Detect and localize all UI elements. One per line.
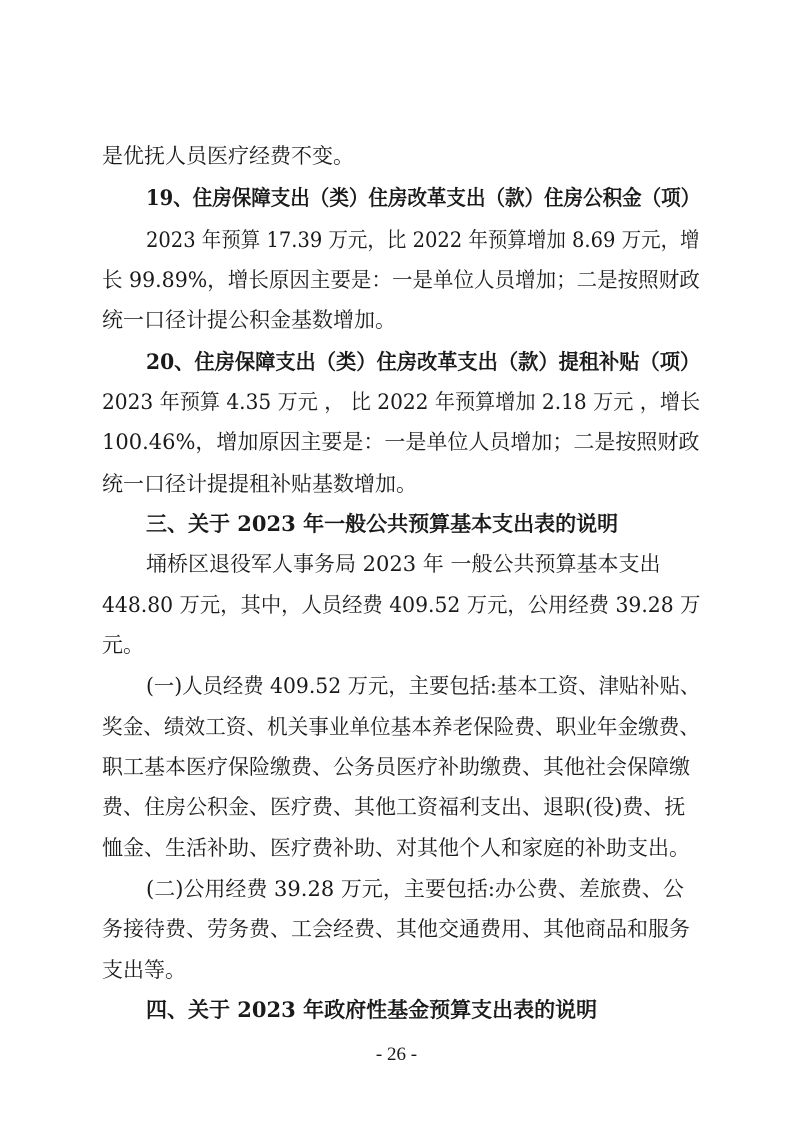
paragraph-line: 统一口径计提公积金基数增加。 <box>102 308 396 333</box>
section-heading-government-fund: 四、关于 2023 年政府性基金预算支出表的说明 <box>146 997 598 1022</box>
paragraph-line: 务接待费、劳务费、工会经费、其他交通费用、其他商品和服务 <box>102 917 690 942</box>
paragraph-line: 2023 年预算 4.35 万元 ， 比 2022 年预算增加 2.18 万元 ，增长 <box>102 389 701 414</box>
page-number: - 26 - <box>375 1044 418 1065</box>
paragraph-line: 支出等。 <box>102 957 186 982</box>
section-heading-housing-fund: 19、住房保障支出（类）住房改革支出（款）住房公积金（项） <box>146 185 701 211</box>
paragraph-line: 是优抚人员医疗经费不变。 <box>102 144 354 168</box>
paragraph-line: 埇桥区退役军人事务局 2023 年 一般公共预算基本支出 <box>146 552 661 577</box>
paragraph-line: 奖金、绩效工资、机关事业单位基本养老保险费、职业年金缴费、 <box>102 714 700 739</box>
section-heading-rent-subsidy: 20、住房保障支出（类）住房改革支出（款）提租补贴（项） <box>146 348 701 374</box>
paragraph-line: 长 99.89%，增长原因主要是：一是单位人员增加；二是按照财政 <box>102 267 700 292</box>
paragraph-line: 元。 <box>102 632 144 657</box>
paragraph-line: 统一口径计提提租补贴基数增加。 <box>102 471 417 496</box>
paragraph-line: 职工基本医疗保险缴费、公务员医疗补助缴费、其他社会保障缴 <box>102 754 690 779</box>
paragraph-line: 费、住房公积金、医疗费、其他工资福利支出、退职(役)费、抚 <box>102 795 686 820</box>
paragraph-line: 100.46%，增加原因主要是：一是单位人员增加；二是按照财政 <box>102 430 700 455</box>
paragraph-line: (一)人员经费 409.52 万元，主要包括:基本工资、津贴补贴、 <box>146 674 701 699</box>
section-heading-basic-expenditure: 三、关于 2023 年一般公共预算基本支出表的说明 <box>146 510 619 536</box>
paragraph-line: 恤金、生活补助、医疗费补助、对其他个人和家庭的补助支出。 <box>102 835 690 860</box>
paragraph-line: 2023 年预算 17.39 万元，比 2022 年预算增加 8.69 万元，增 <box>146 227 700 252</box>
paragraph-line: (二)公用经费 39.28 万元，主要包括:办公费、差旅费、公 <box>146 876 684 901</box>
paragraph-line: 448.80 万元，其中，人员经费 409.52 万元，公用经费 39.28 万 <box>102 592 701 617</box>
